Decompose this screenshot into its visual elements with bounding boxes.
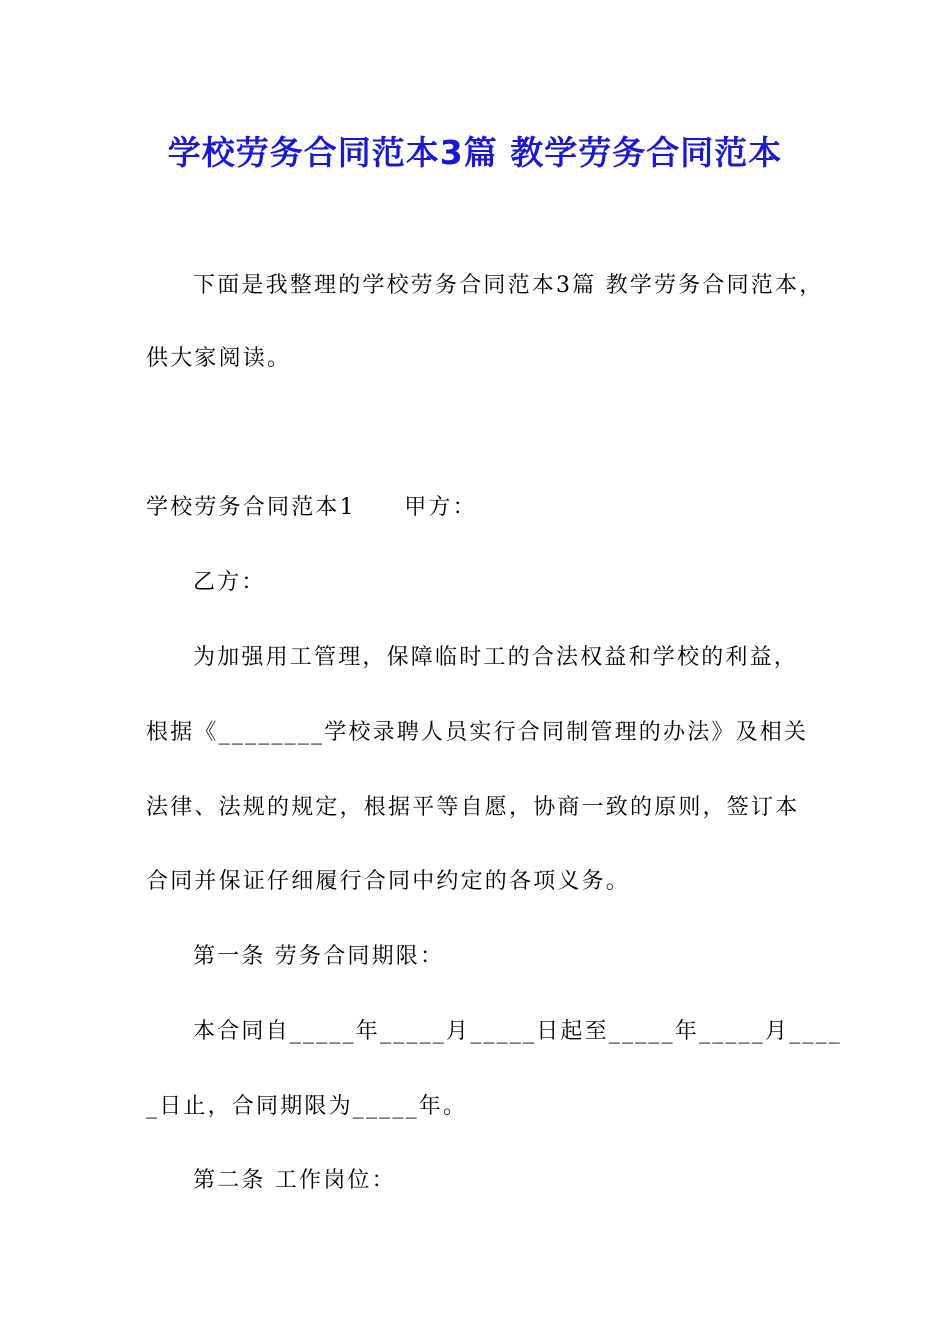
party-b-line: 乙方： bbox=[193, 570, 266, 595]
article-1-line-1: 本合同自_____年_____月_____日起至_____年_____月____ bbox=[193, 1019, 843, 1044]
paragraph-line-3: 法律、法规的规定，根据平等自愿，协商一致的原则，签订本 bbox=[146, 795, 800, 820]
paragraph-line-2: 根据《________学校录聘人员实行合同制管理的办法》及相关 bbox=[146, 720, 809, 745]
intro-line-1: 下面是我整理的学校劳务合同范本3篇 教学劳务合同范本， bbox=[193, 273, 824, 298]
paragraph-line-4: 合同并保证仔细履行合同中约定的各项义务。 bbox=[146, 869, 631, 894]
article-1-heading: 第一条 劳务合同期限： bbox=[193, 944, 445, 969]
section-heading-contract-1: 学校劳务合同范本1 甲方： bbox=[146, 495, 477, 520]
article-1-line-2: _日止，合同期限为_____年。 bbox=[146, 1094, 468, 1119]
document-title: 学校劳务合同范本3篇 教学劳务合同范本 bbox=[167, 133, 783, 172]
article-2-heading: 第二条 工作岗位： bbox=[193, 1168, 396, 1193]
paragraph-line-1: 为加强用工管理，保障临时工的合法权益和学校的利益， bbox=[193, 645, 799, 670]
intro-line-2: 供大家阅读。 bbox=[146, 346, 292, 371]
